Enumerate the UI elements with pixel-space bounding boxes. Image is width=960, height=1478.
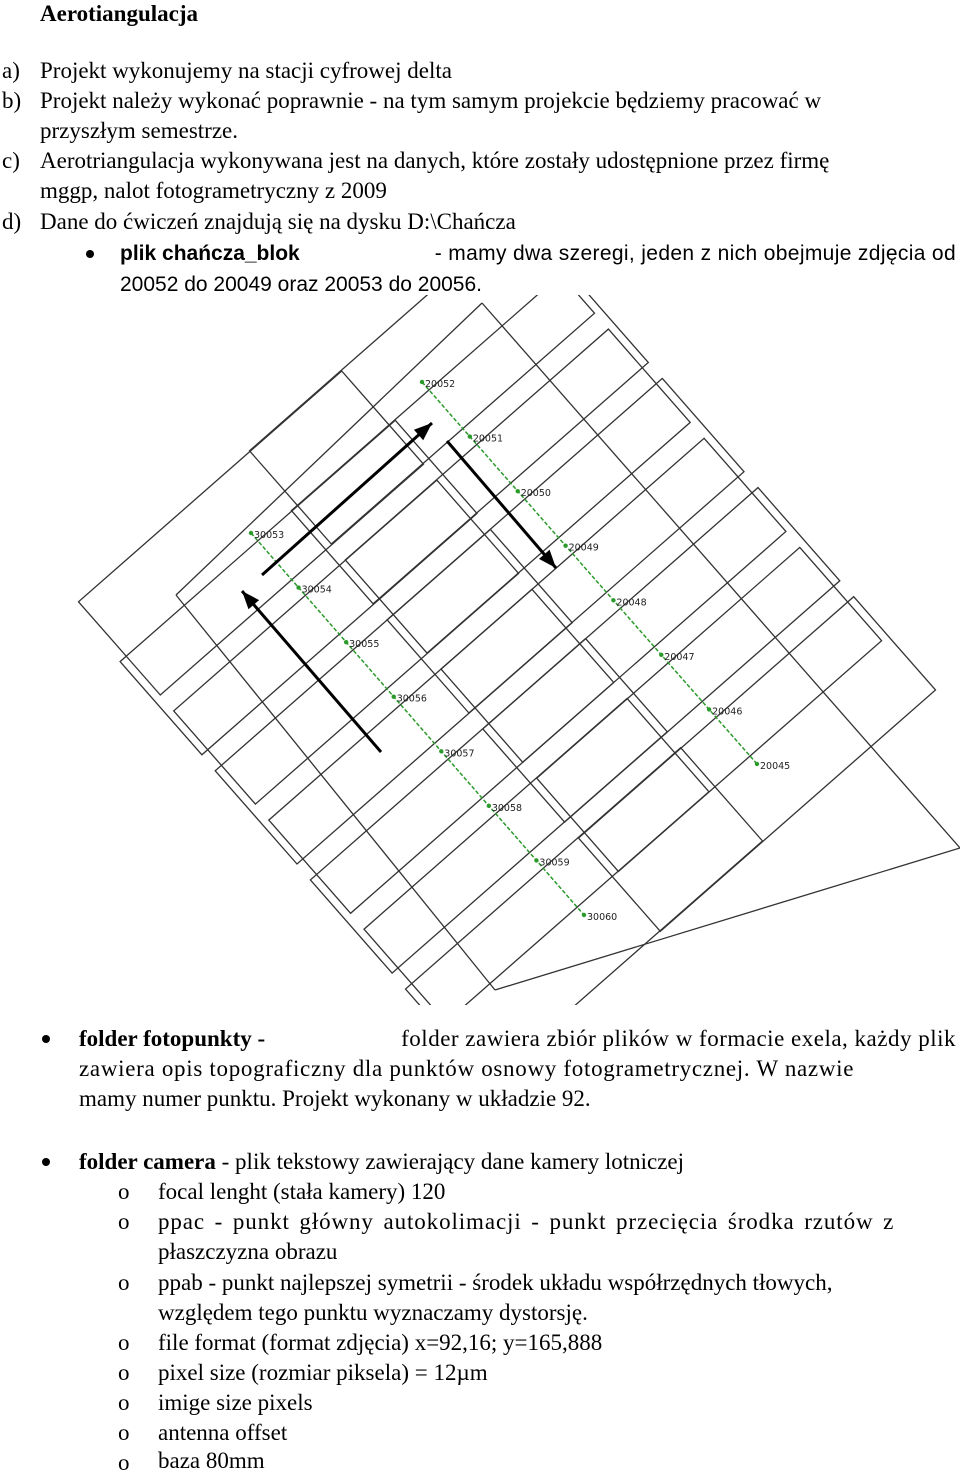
block-outline: [176, 595, 495, 990]
photo-center-point: [611, 598, 615, 602]
photo-frame: [364, 698, 709, 1005]
photo-label: 20050: [520, 488, 551, 500]
bullet2-line3: mamy numer punktu. Projekt wykonany w układzie 92.: [79, 1086, 591, 1111]
bullet3-line: [79, 1147, 684, 1177]
photo-label: 20045: [760, 761, 791, 772]
sub-marker: o: [118, 1390, 130, 1415]
block-outline: [176, 303, 482, 595]
photo-label: 20051: [472, 433, 504, 445]
flight-arrow-up-upper: [262, 423, 432, 575]
bullet1-line2: 20052 do 20049 oraz 20053 do 20056.: [120, 273, 482, 296]
bullet2-line2: zawiera opis topograficzny dla punktów osnowy fotogrametrycznej. W nazwie: [79, 1056, 855, 1081]
photo-center-point: [296, 585, 300, 589]
photo-center-point: [707, 707, 711, 711]
sub-item-4: file format (format zdjęcia) x=92,16; y=165,888: [158, 1330, 603, 1355]
item-b-line1: Projekt należy wykonać poprawnie - na tym samym projekcie będziemy pracować w: [40, 88, 822, 113]
item-c-line2: mggp, nalot fotogrametryczny z 2009: [40, 178, 387, 203]
photo-center-point: [534, 858, 538, 862]
sub-item-6: imige size pixels: [158, 1390, 313, 1415]
photo-center-point: [420, 380, 424, 384]
bullet1-rest: - mamy dwa szeregi, jeden z nich obejmuje zdjęcia od: [434, 242, 956, 265]
photo-label: 30058: [491, 802, 523, 814]
photo-center-point: [249, 531, 253, 535]
sub-marker: o: [118, 1330, 130, 1355]
sub-marker: o: [118, 1450, 130, 1475]
photo-center-point: [659, 653, 663, 657]
bullet-dot: [42, 1158, 50, 1166]
photo-center-point: [563, 544, 567, 548]
bullet2-bold: folder fotopunkty -: [79, 1026, 266, 1051]
bullet2-rest: folder zawiera zbiór plików w formacie exela, każdy plik: [401, 1026, 956, 1051]
sub-marker: o: [118, 1420, 130, 1445]
photo-center-point: [755, 762, 759, 766]
bullet-dot: [42, 1035, 50, 1043]
photo-frame: [250, 295, 595, 544]
sub-item-7: antenna offset: [158, 1420, 288, 1445]
bullet2-line1: [79, 1024, 956, 1054]
sub-marker: o: [118, 1360, 130, 1385]
block-outline: [482, 303, 960, 848]
sub-marker: o: [118, 1270, 130, 1295]
sub-item-3-line1: ppab - punkt najlepszej symetrii - środek układu współrzędnych tłowych,: [158, 1270, 833, 1295]
strip-layout-diagram: [0, 295, 960, 1005]
photo-label: 30059: [539, 857, 570, 869]
bullet-dot: [86, 250, 94, 258]
sub-marker: o: [118, 1209, 130, 1234]
sub-item-3-line2: względem tego punktu wyznaczamy dystorsję.: [158, 1300, 588, 1325]
photo-label: 30060: [587, 912, 618, 923]
sub-item-8: baza 80mm: [158, 1448, 265, 1473]
bullet1-line1: [120, 239, 956, 269]
photo-label: 30054: [301, 584, 332, 596]
photo-frame: [406, 748, 763, 1005]
item-b-line2: przyszłym semestrze.: [40, 118, 238, 143]
sub-item-2-line2: płaszczyzna obrazu: [158, 1239, 338, 1264]
photo-center-point: [392, 695, 396, 699]
item-d-marker: d): [2, 209, 22, 234]
photo-center-point: [468, 434, 472, 438]
photo-center-point: [344, 640, 348, 644]
photo-center-point: [439, 749, 443, 753]
photo-label: 20052: [425, 379, 456, 390]
sub-item-5: pixel size (rozmiar piksela) = 12µm: [158, 1360, 488, 1385]
item-d-text: Dane do ćwiczeń znajdują się na dysku D:\Chańcza: [40, 209, 516, 234]
photo-label: 30057: [444, 748, 475, 760]
photo-center-point: [487, 804, 491, 808]
photo-label: 30053: [254, 530, 285, 541]
item-a-text: Projekt wykonujemy na stacji cyfrowej delta: [40, 58, 452, 83]
photo-center-point: [516, 489, 520, 493]
block-outline: [495, 848, 960, 990]
item-b-marker: b): [2, 88, 22, 113]
photo-center-point: [582, 913, 586, 917]
photo-label: 30055: [349, 639, 380, 651]
bullet3-rest: - plik tekstowy zawierający dane kamery lotniczej: [221, 1149, 684, 1174]
item-c-marker: c): [2, 148, 20, 173]
photo-label: 20047: [664, 651, 695, 663]
flight-arrow-down: [447, 441, 556, 568]
sub-item-2-line1: ppac - punkt główny autokolimacji - punkt przecięcia środka rzutów z: [158, 1209, 895, 1234]
bullet3-bold: folder camera: [79, 1149, 216, 1174]
sub-marker: o: [118, 1179, 130, 1204]
bullet1-bold: plik chańcza_blok: [120, 242, 300, 265]
photo-label: 20046: [712, 706, 743, 718]
photo-label: 30056: [396, 693, 427, 705]
photo-label: 20048: [616, 597, 647, 609]
sub-item-1: focal lenght (stała kamery) 120: [158, 1179, 446, 1204]
page-title: Aerotiangulacja: [40, 1, 199, 26]
photo-label: 20049: [568, 542, 599, 554]
item-a-marker: a): [2, 58, 20, 83]
item-c-line1: Aerotriangulacja wykonywana jest na danych, które zostały udostępnione przez firmę: [40, 148, 830, 173]
